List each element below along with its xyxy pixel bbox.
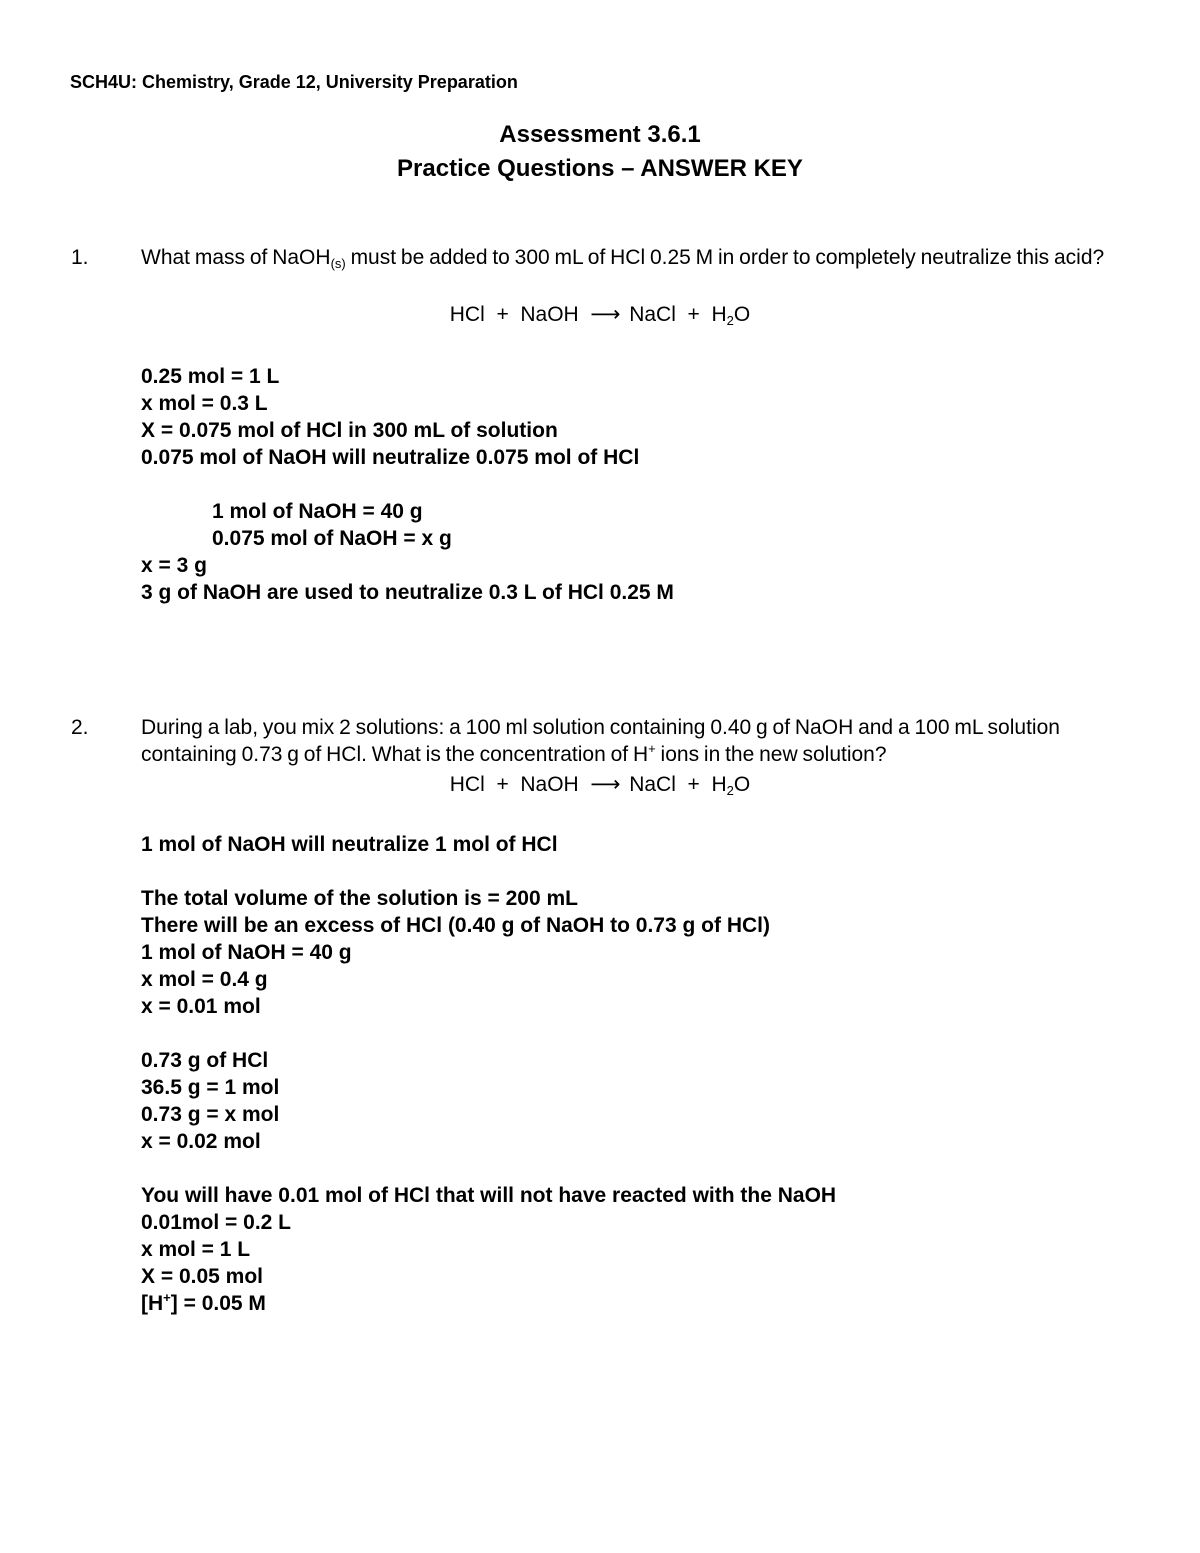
eq2-water-sub: 2 (726, 783, 734, 798)
reaction-equation-2 (0, 771, 1200, 799)
eq1-plus-2: + (687, 303, 700, 326)
q2-answer-line: There will be an excess of HCl (0.40 g of NaOH to 0.73 g of HCl) (141, 914, 770, 937)
eq2-reactant-hcl: HCl (449, 773, 485, 796)
q2-answer-line: 0.01mol = 0.2 L (141, 1211, 291, 1234)
final-close: ] = 0.05 M (170, 1292, 266, 1315)
eq1-arrow-icon: ⟶ (590, 303, 618, 326)
eq2-product-water (711, 773, 750, 796)
question-2-answer (141, 831, 836, 1317)
q2-answer-line: The total volume of the solution is = 200 mL (141, 887, 578, 910)
q1-answer-line: x = 3 g (141, 554, 207, 577)
eq2-product-nacl: NaCl (629, 773, 676, 796)
eq2-plus-2: + (687, 773, 700, 796)
q1-answer-line: 0.075 mol of NaOH will neutralize 0.075 mol of HCl (141, 446, 640, 469)
q2-final-answer (141, 1290, 836, 1317)
q2-answer-line: x = 0.02 mol (141, 1130, 261, 1153)
question-1-text-a: What mass of NaOH (141, 246, 331, 269)
q2-answer-line: 1 mol of NaOH will neutralize 1 mol of HCl (141, 833, 558, 856)
final-sup: + (163, 1290, 171, 1305)
q1-answer-line: 0.075 mol of NaOH = x g (212, 527, 452, 550)
title-line-2: Practice Questions – ANSWER KEY (397, 155, 803, 182)
final-open: [H (141, 1292, 164, 1315)
eq1-water-sub: 2 (726, 313, 734, 328)
question-2-text-a: During a lab, you mix 2 solutions: a 100 ml solution containing 0.40 g of NaOH and a 100 mL solution containing 0.73 g of HCl. What is the concentration of H (141, 716, 1060, 766)
q1-answer-line: 0.25 mol = 1 L (141, 365, 280, 388)
q1-answer-line: X = 0.075 mol of HCl in 300 mL of solution (141, 419, 558, 442)
eq1-plus: + (496, 303, 509, 326)
q1-answer-line: 3 g of NaOH are used to neutralize 0.3 L of HCl 0.25 M (141, 581, 674, 604)
question-1-text (141, 244, 1141, 271)
q2-answer-line: 0.73 g of HCl (141, 1049, 269, 1072)
eq2-reactant-naoh: NaOH (520, 773, 579, 796)
title-line-1: Assessment 3.6.1 (499, 121, 701, 148)
q2-answer-line: 1 mol of NaOH = 40 g (141, 941, 352, 964)
eq1-product-water (711, 303, 750, 326)
question-1-answer (141, 363, 674, 606)
eq1-reactant-naoh: NaOH (520, 303, 579, 326)
q2-answer-line: 0.73 g = x mol (141, 1103, 280, 1126)
question-2-text-b: ions in the new solution? (655, 743, 887, 766)
q2-answer-spacer (141, 1020, 836, 1047)
eq2-water-o: O (733, 773, 751, 796)
eq1-water-h: H (711, 303, 727, 326)
reaction-equation-1 (0, 301, 1200, 329)
q1-answer-line: 1 mol of NaOH = 40 g (212, 500, 423, 523)
question-2-ion-superscript: + (648, 741, 656, 756)
eq2-water-h: H (711, 773, 727, 796)
question-2-number: 2. (71, 716, 89, 739)
q2-answer-line: x mol = 0.4 g (141, 968, 268, 991)
q2-answer-line: X = 0.05 mol (141, 1265, 263, 1288)
eq1-product-nacl: NaCl (629, 303, 676, 326)
eq2-arrow-icon: ⟶ (590, 773, 618, 796)
eq1-reactant-hcl: HCl (449, 303, 485, 326)
q2-answer-line: You will have 0.01 mol of HCl that will not have reacted with the NaOH (141, 1184, 837, 1207)
q2-answer-line: x mol = 1 L (141, 1238, 251, 1261)
question-1-text-b: must be added to 300 mL of HCl 0.25 M in order to completely neutralize this acid? (345, 246, 1105, 269)
q2-answer-line: x = 0.01 mol (141, 995, 261, 1018)
q1-answer-line: x mol = 0.3 L (141, 392, 268, 415)
question-1-number: 1. (71, 246, 89, 269)
course-header: SCH4U: Chemistry, Grade 12, University Preparation (70, 72, 518, 92)
q2-answer-spacer (141, 858, 836, 885)
question-1-state-subscript: (s) (330, 256, 346, 271)
q2-answer-spacer (141, 1155, 836, 1182)
eq1-water-o: O (733, 303, 751, 326)
q2-answer-line: 36.5 g = 1 mol (141, 1076, 280, 1099)
eq2-plus: + (496, 773, 509, 796)
q1-answer-spacer (141, 471, 674, 498)
question-2-text (141, 714, 1141, 768)
